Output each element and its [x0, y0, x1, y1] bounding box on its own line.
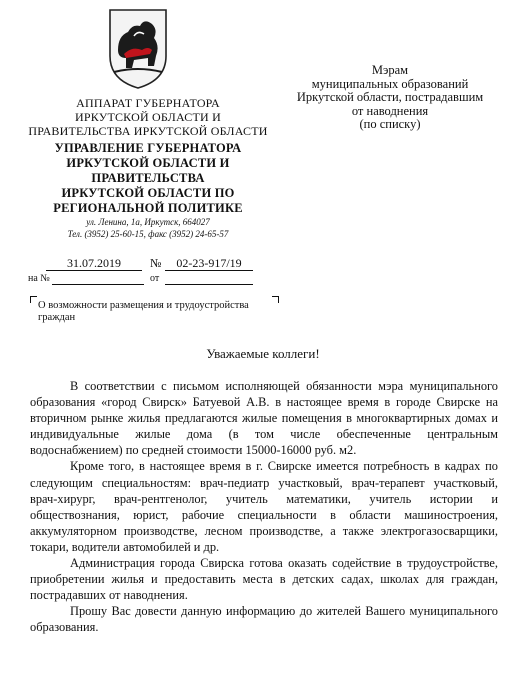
registration-date: 31.07.2019: [46, 256, 142, 271]
addressee-line: от наводнения: [351, 103, 429, 118]
issuer-phones: Тел. (3952) 25-60-15, факс (3952) 24-65-57: [67, 229, 229, 239]
subject-bracket-left: [30, 296, 37, 303]
na-label: на №: [28, 273, 50, 284]
greeting: Уважаемые коллеги!: [206, 346, 320, 361]
body-paragraph: Администрация города Свирска готова оказать содействие в трудоустройстве, приобретении жилья и предоставить места в детских садах, школах для граждан, пострадавших от наводнения.: [30, 556, 498, 603]
department-line: ПРАВИТЕЛЬСТВА: [91, 171, 205, 185]
letter-body: [30, 378, 498, 636]
ot-label: от: [150, 273, 160, 284]
addressee-line: муниципальных образований: [311, 76, 469, 91]
department-line: УПРАВЛЕНИЕ ГУБЕРНАТОРА: [54, 141, 242, 155]
addressee-line: (по списку): [359, 117, 421, 131]
issuer-department: [28, 141, 268, 216]
registration-number: 02-23-917/19: [165, 256, 253, 271]
body-paragraph: В соответствии с письмом исполняющей обязанности мэра муниципального образования «город Свирск» Батуевой А.В. в настоящее время в городе Свирске на вторичном рынке жилья предлагаются жилые помещения в многоквартирных домах и индивидуальные жилые дома (в том числе обеспеченные центральным водоснабжением) по средней стоимости 15000-16000 руб. м2.: [30, 379, 498, 458]
issuer-address: ул. Ленина, 1а, Иркутск, 664027: [86, 217, 210, 227]
issuer-line: ПРАВИТЕЛЬСТВА ИРКУТСКОЙ ОБЛАСТИ: [28, 124, 268, 138]
issuer-line: ИРКУТСКОЙ ОБЛАСТИ И: [75, 110, 221, 124]
addressee-line: Мэрам: [371, 63, 409, 77]
issuer-apparatus: [28, 96, 268, 138]
coat-of-arms-icon: [104, 6, 172, 90]
body-paragraph: Прошу Вас довести данную информацию до жителей Вашего муниципального образования.: [30, 604, 498, 635]
addressee-block: [272, 64, 508, 132]
number-label: №: [150, 256, 162, 270]
addressee-line: Иркутской области, пострадавшим: [296, 90, 484, 104]
department-line: РЕГИОНАЛЬНОЙ ПОЛИТИКЕ: [53, 201, 243, 215]
department-line: ИРКУТСКОЙ ОБЛАСТИ ПО: [61, 186, 235, 200]
subject-line: О возможности размещения и трудоустройства граждан: [38, 300, 249, 323]
body-paragraph: Кроме того, в настоящее время в г. Свирске имеется потребность в кадрах по следующим специальностям: врач-педиатр участковый, врач-терапевт участковый, врач-хирург, врач-рентгенолог, учитель математики, учитель истории и обществознания, юрист, рабочие специальности в области машиностроения, аккумуляторном производстве, лесном производстве, а также электрогазосварщики, токари, водители автомобилей и др.: [30, 459, 498, 554]
issuer-line: АППАРАТ ГУБЕРНАТОРА: [76, 96, 220, 110]
ot-underline: [165, 270, 253, 285]
na-underline: [52, 270, 144, 285]
department-line: ИРКУТСКОЙ ОБЛАСТИ И: [66, 156, 230, 170]
